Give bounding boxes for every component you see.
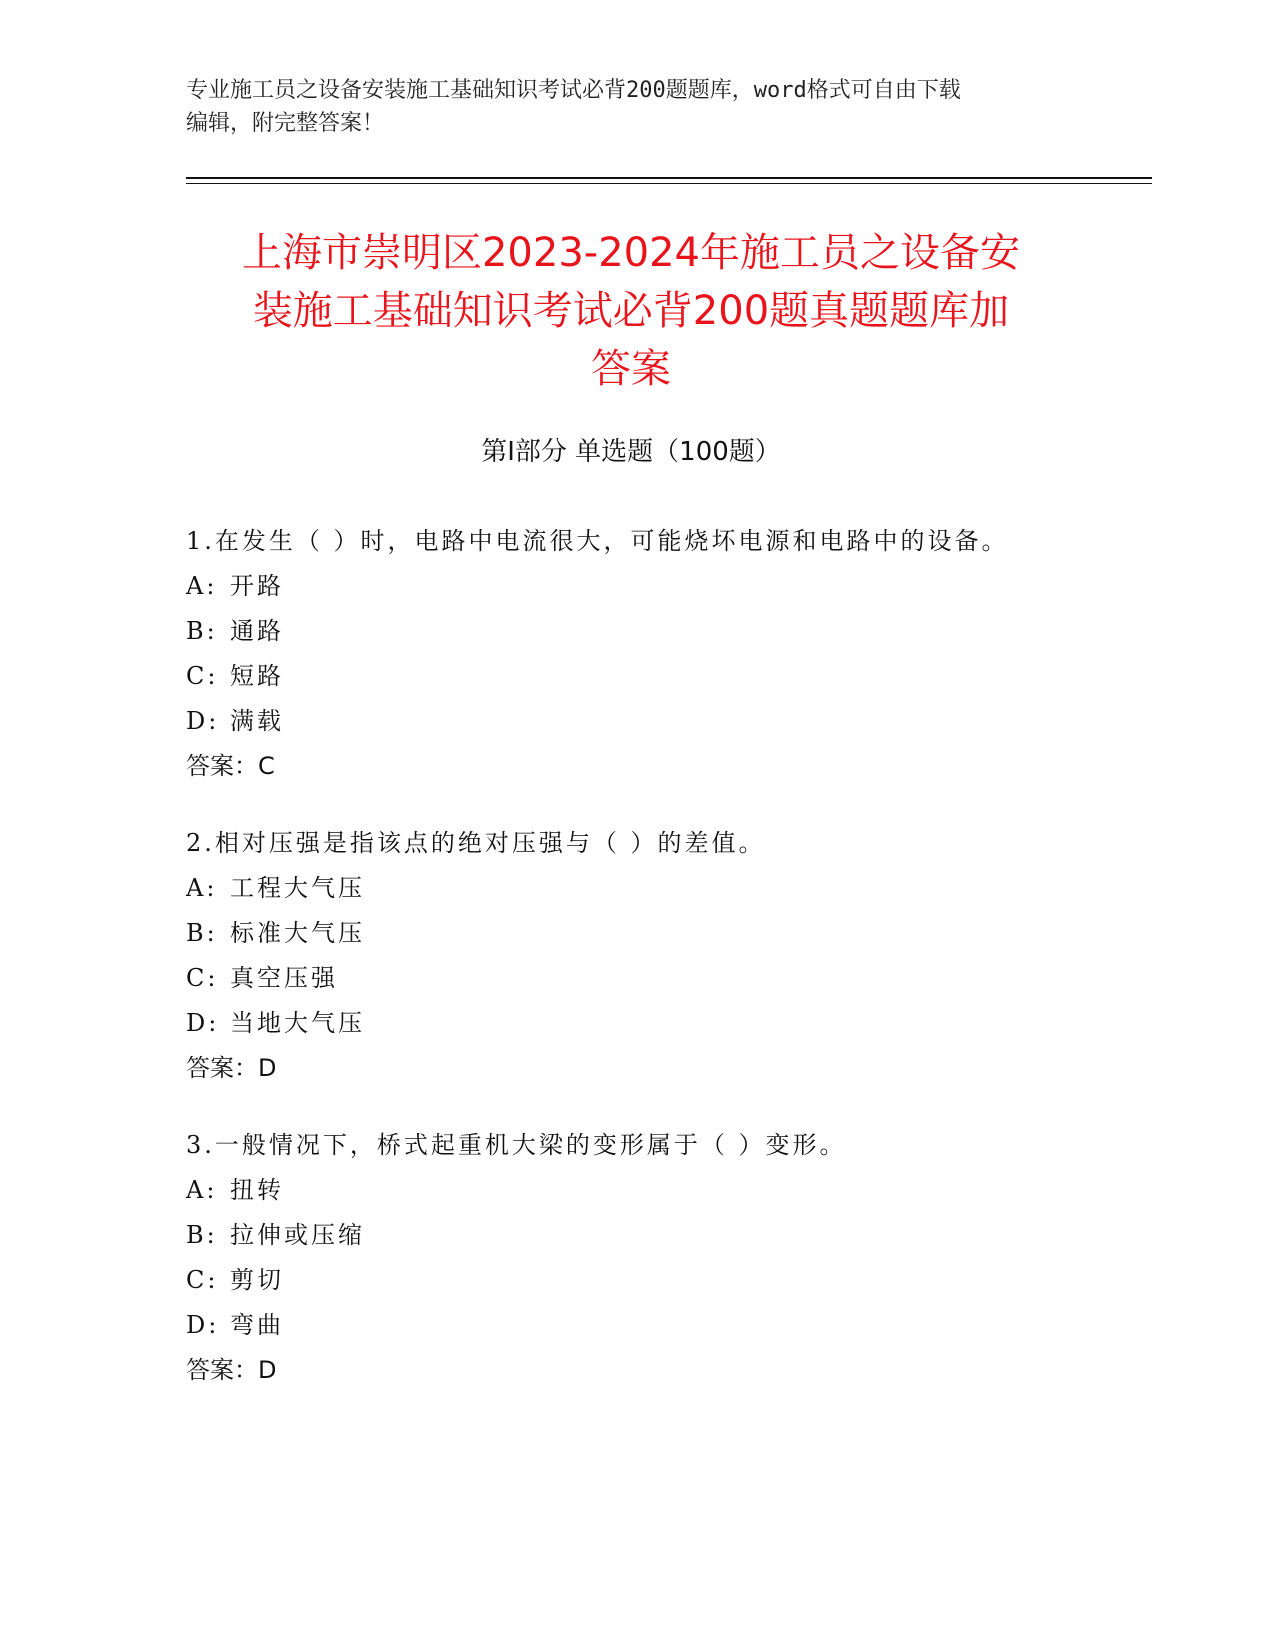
option-letter: C: (186, 1266, 219, 1294)
option-letter: A: (186, 874, 218, 902)
option-text: 真空压强 (230, 964, 338, 992)
answer-line: 答案：D (186, 1356, 277, 1384)
intro-line-1: 专业施工员之设备安装施工基础知识考试必背200题题库，word格式可自由下载 (186, 78, 961, 103)
option-letter: B: (186, 1221, 218, 1249)
question-2 (186, 828, 1152, 1083)
option-a (186, 873, 1152, 903)
question-stem: 1.在发生（ ）时，电路中电流很大，可能烧坏电源和电路中的设备。 (186, 527, 1009, 555)
header-divider-thick (186, 177, 1152, 179)
option-b (186, 616, 1152, 646)
option-text: 弯曲 (230, 1311, 284, 1339)
answer-line: 答案：C (186, 752, 275, 780)
option-text: 剪切 (230, 1266, 284, 1294)
option-c (186, 661, 1152, 691)
option-b (186, 1220, 1152, 1250)
title-line-1: 上海市崇明区2023-2024年施工员之设备安 (241, 230, 1021, 276)
option-c (186, 1265, 1152, 1295)
title-line-2: 装施工基础知识考试必背200题真题题库加 (252, 288, 1010, 334)
option-text: 标准大气压 (230, 919, 365, 947)
option-d (186, 706, 1152, 736)
option-b (186, 918, 1152, 948)
option-letter: C: (186, 662, 219, 690)
option-letter: D: (186, 1311, 220, 1339)
option-letter: B: (186, 919, 218, 947)
question-list (186, 526, 1152, 1432)
answer-line: 答案：D (186, 1054, 277, 1082)
option-d (186, 1008, 1152, 1038)
header-divider-thin (186, 183, 1152, 184)
option-text: 扭转 (230, 1176, 284, 1204)
question-3 (186, 1130, 1152, 1385)
section-heading: 第Ⅰ部分 单选题（100题） (481, 437, 781, 467)
option-text: 拉伸或压缩 (230, 1221, 365, 1249)
option-a (186, 1175, 1152, 1205)
option-a (186, 571, 1152, 601)
document-intro (186, 74, 1076, 140)
option-text: 短路 (230, 662, 284, 690)
option-letter: D: (186, 1009, 220, 1037)
option-letter: D: (186, 707, 220, 735)
option-text: 当地大气压 (230, 1009, 365, 1037)
question-1 (186, 526, 1152, 781)
option-d (186, 1310, 1152, 1340)
option-letter: C: (186, 964, 219, 992)
option-text: 满载 (230, 707, 284, 735)
option-text: 通路 (230, 617, 284, 645)
question-stem: 3.一般情况下，桥式起重机大梁的变形属于（ ）变形。 (186, 1131, 847, 1159)
option-c (186, 963, 1152, 993)
option-letter: A: (186, 1176, 218, 1204)
intro-line-2: 编辑，附完整答案！ (186, 111, 385, 136)
option-text: 工程大气压 (230, 874, 365, 902)
option-letter: B: (186, 617, 218, 645)
option-letter: A: (186, 572, 218, 600)
question-stem: 2.相对压强是指该点的绝对压强与（ ）的差值。 (186, 829, 766, 857)
document-title (186, 224, 1076, 398)
option-text: 开路 (230, 572, 284, 600)
title-line-3: 答案 (591, 346, 671, 392)
